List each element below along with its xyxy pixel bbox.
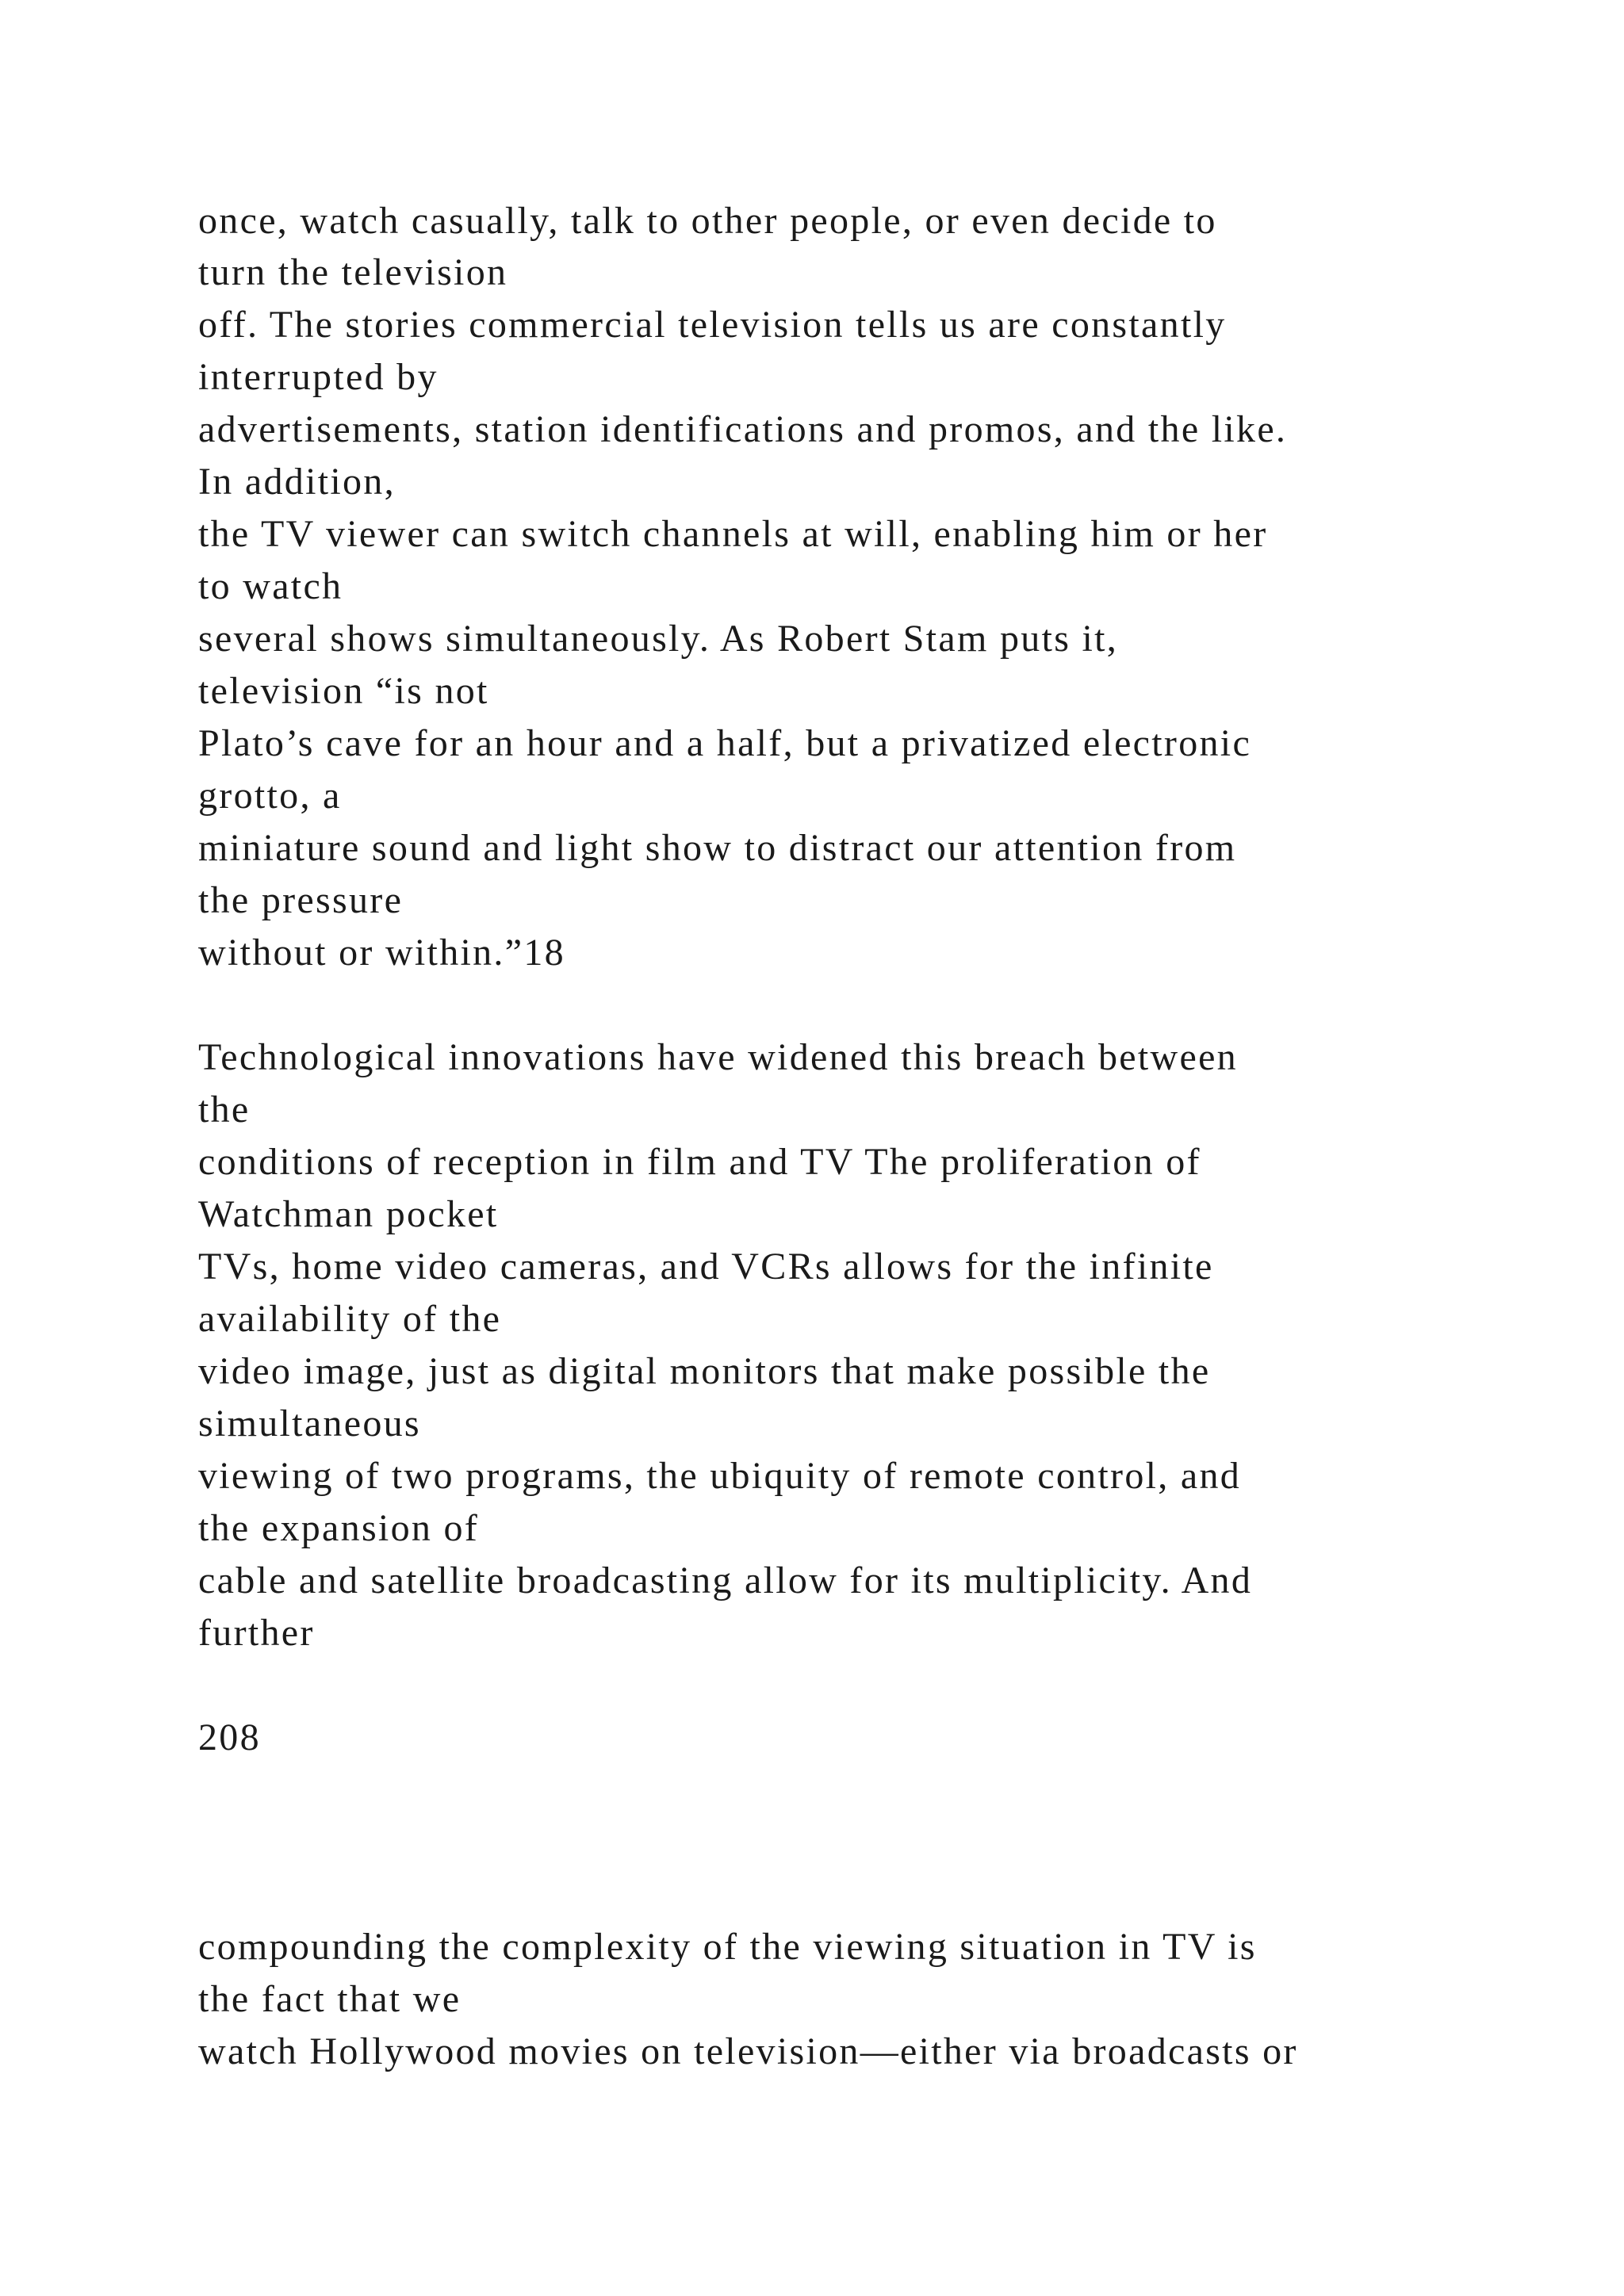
text-line: television “is not	[198, 670, 489, 712]
text-line: simultaneous	[198, 1402, 421, 1445]
text-line: grotto, a	[198, 775, 342, 817]
text-line: advertisements, station identifications and promos, and the like.	[198, 408, 1288, 450]
text-line: the expansion of	[198, 1507, 480, 1549]
text-line: interrupted by	[198, 356, 439, 398]
text-line: the pressure	[198, 879, 404, 921]
text-line: turn the television	[198, 251, 508, 293]
text-line: further	[198, 1612, 315, 1654]
text-line: In addition,	[198, 461, 396, 503]
text-line: watch Hollywood movies on television—either via broadcasts or	[198, 2030, 1298, 2072]
text-line: once, watch casually, talk to other people, or even decide to	[198, 200, 1217, 242]
text-line: the fact that we	[198, 1978, 462, 2020]
text-line: Technological innovations have widened this breach between	[198, 1036, 1238, 1078]
text-line: conditions of reception in film and TV The proliferation of	[198, 1141, 1201, 1183]
text-line: Watchman pocket	[198, 1193, 499, 1235]
text-line: TVs, home video cameras, and VCRs allows for the infinite	[198, 1246, 1214, 1288]
text-line: availability of the	[198, 1298, 502, 1340]
text-line: cable and satellite broadcasting allow for its multiplicity. And	[198, 1559, 1253, 1601]
text-line: video image, just as digital monitors that make possible the	[198, 1350, 1211, 1392]
text-line: to watch	[198, 565, 343, 607]
page-number: 208	[198, 1716, 261, 1758]
text-line: compounding the complexity of the viewing situation in TV is	[198, 1926, 1257, 1968]
text-line: the TV viewer can switch channels at will, enabling him or her	[198, 513, 1268, 555]
text-line: viewing of two programs, the ubiquity of remote control, and	[198, 1455, 1242, 1497]
text-line: miniature sound and light show to distract our attention from	[198, 827, 1237, 869]
text-line: off. The stories commercial television tells us are constantly	[198, 304, 1227, 346]
text-line: Plato’s cave for an hour and a half, but a privatized electronic	[198, 722, 1252, 764]
text-line: the	[198, 1089, 251, 1131]
text-line: without or within.”18	[198, 932, 565, 974]
text-line: several shows simultaneously. As Robert Stam puts it,	[198, 618, 1119, 660]
